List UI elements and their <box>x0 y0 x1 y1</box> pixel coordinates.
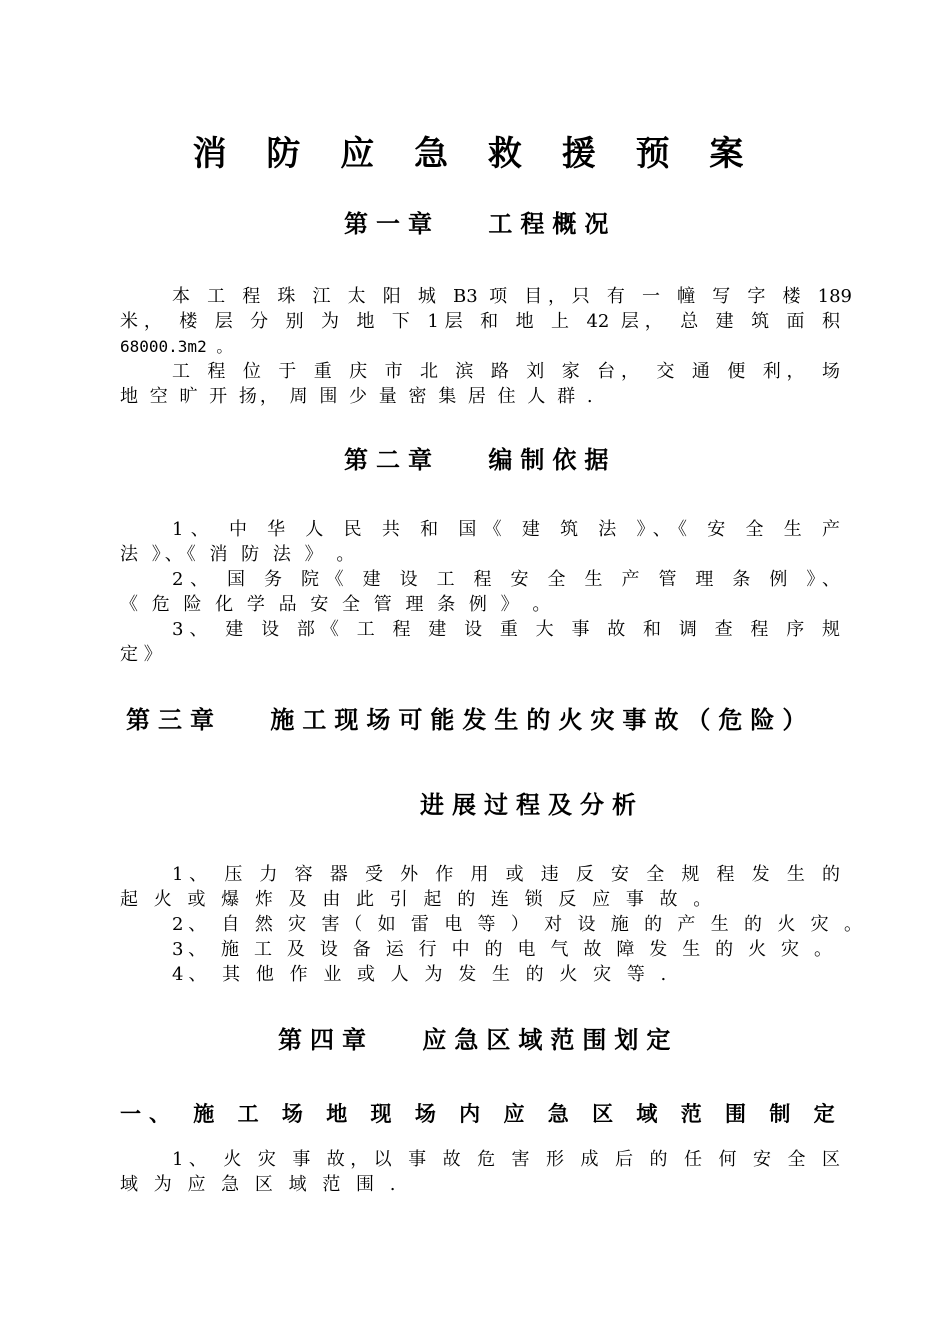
chapter-name: 编制依据 <box>488 446 617 474</box>
list-item-line: 1、 压 力 容 器 受 外 作 用 或 违 反 安 全 规 程 发 生 的 <box>172 864 840 885</box>
list-item-line: 《 危 险 化 学 品 安 全 管 理 条 例 》 。 <box>120 594 555 615</box>
chapter-number: 第二章 <box>344 446 440 474</box>
chapter-3-heading-continued <box>420 785 644 820</box>
chapter-name: 应急区域范围划定 <box>422 1026 679 1054</box>
chapter-number: 第四章 <box>278 1026 374 1054</box>
list-item-line: 1、 火 灾 事 故，以 事 故 危 害 形 成 后 的 任 何 安 全 区 <box>172 1149 840 1170</box>
paragraph-line: 68000.3m2 。 <box>120 337 233 356</box>
list-item-line: 域 为 应 急 区 域 范 围 . <box>120 1174 401 1195</box>
list-item-line: 3、 建 设 部《 工 程 建 设 重 大 事 故 和 调 查 程 序 规 <box>172 619 840 640</box>
paragraph-line: 本 工 程 珠 江 太 阳 城 B3 项 目，只 有 一 幢 写 字 楼 189 <box>172 286 852 307</box>
paragraph-line: 工 程 位 于 重 庆 市 北 滨 路 刘 家 台， 交 通 便 利， 场 <box>172 361 840 382</box>
chapter-name: 施工现场可能发生的火灾事故（危险） <box>270 706 815 734</box>
chapter-3-heading <box>126 700 814 735</box>
list-item-line: 4、 其 他 作 业 或 人 为 发 生 的 火 灾 等 . <box>172 964 672 985</box>
list-item-line: 1、 中 华 人 民 共 和 国《 建 筑 法 》、《 安 全 生 产 <box>172 519 840 540</box>
list-item-line: 起 火 或 爆 炸 及 由 此 引 起 的 连 锁 反 应 事 故 。 <box>120 889 717 910</box>
list-item-line: 定 》 <box>120 644 162 665</box>
chapter-name: 工程概况 <box>488 210 617 238</box>
list-item-line: 法 》、《 消 防 法 》 。 <box>120 544 359 565</box>
list-item-line: 2、 自 然 灾 害（ 如 雷 电 等 ） 对 设 施 的 产 生 的 火 灾 。 <box>172 914 862 935</box>
chapter-2-heading <box>344 440 616 475</box>
chapter-number: 第三章 <box>126 706 222 734</box>
chapter-1-heading <box>344 204 616 239</box>
section-heading: 一、 施 工 场 地 现 场 内 应 急 区 域 范 围 制 定 <box>120 1102 843 1126</box>
paragraph-line: 地 空 旷 开 扬， 周 围 少 量 密 集 居 住 人 群 . <box>120 386 596 407</box>
list-item-line: 3、 施 工 及 设 备 运 行 中 的 电 气 故 障 发 生 的 火 灾 。 <box>172 939 832 960</box>
paragraph-line: 米， 楼 层 分 别 为 地 下 1层 和 地 上 42 层， 总 建 筑 面 积 <box>120 311 840 332</box>
document-title: 消 防 应 急 救 援 预 案 <box>192 134 758 174</box>
list-item-line: 2、 国 务 院《 建 设 工 程 安 全 生 产 管 理 条 例 》、 <box>172 569 840 590</box>
chapter-number: 第一章 <box>344 210 440 238</box>
chapter-4-heading <box>278 1020 678 1055</box>
chapter-name-continued: 进展过程及分析 <box>420 791 644 819</box>
